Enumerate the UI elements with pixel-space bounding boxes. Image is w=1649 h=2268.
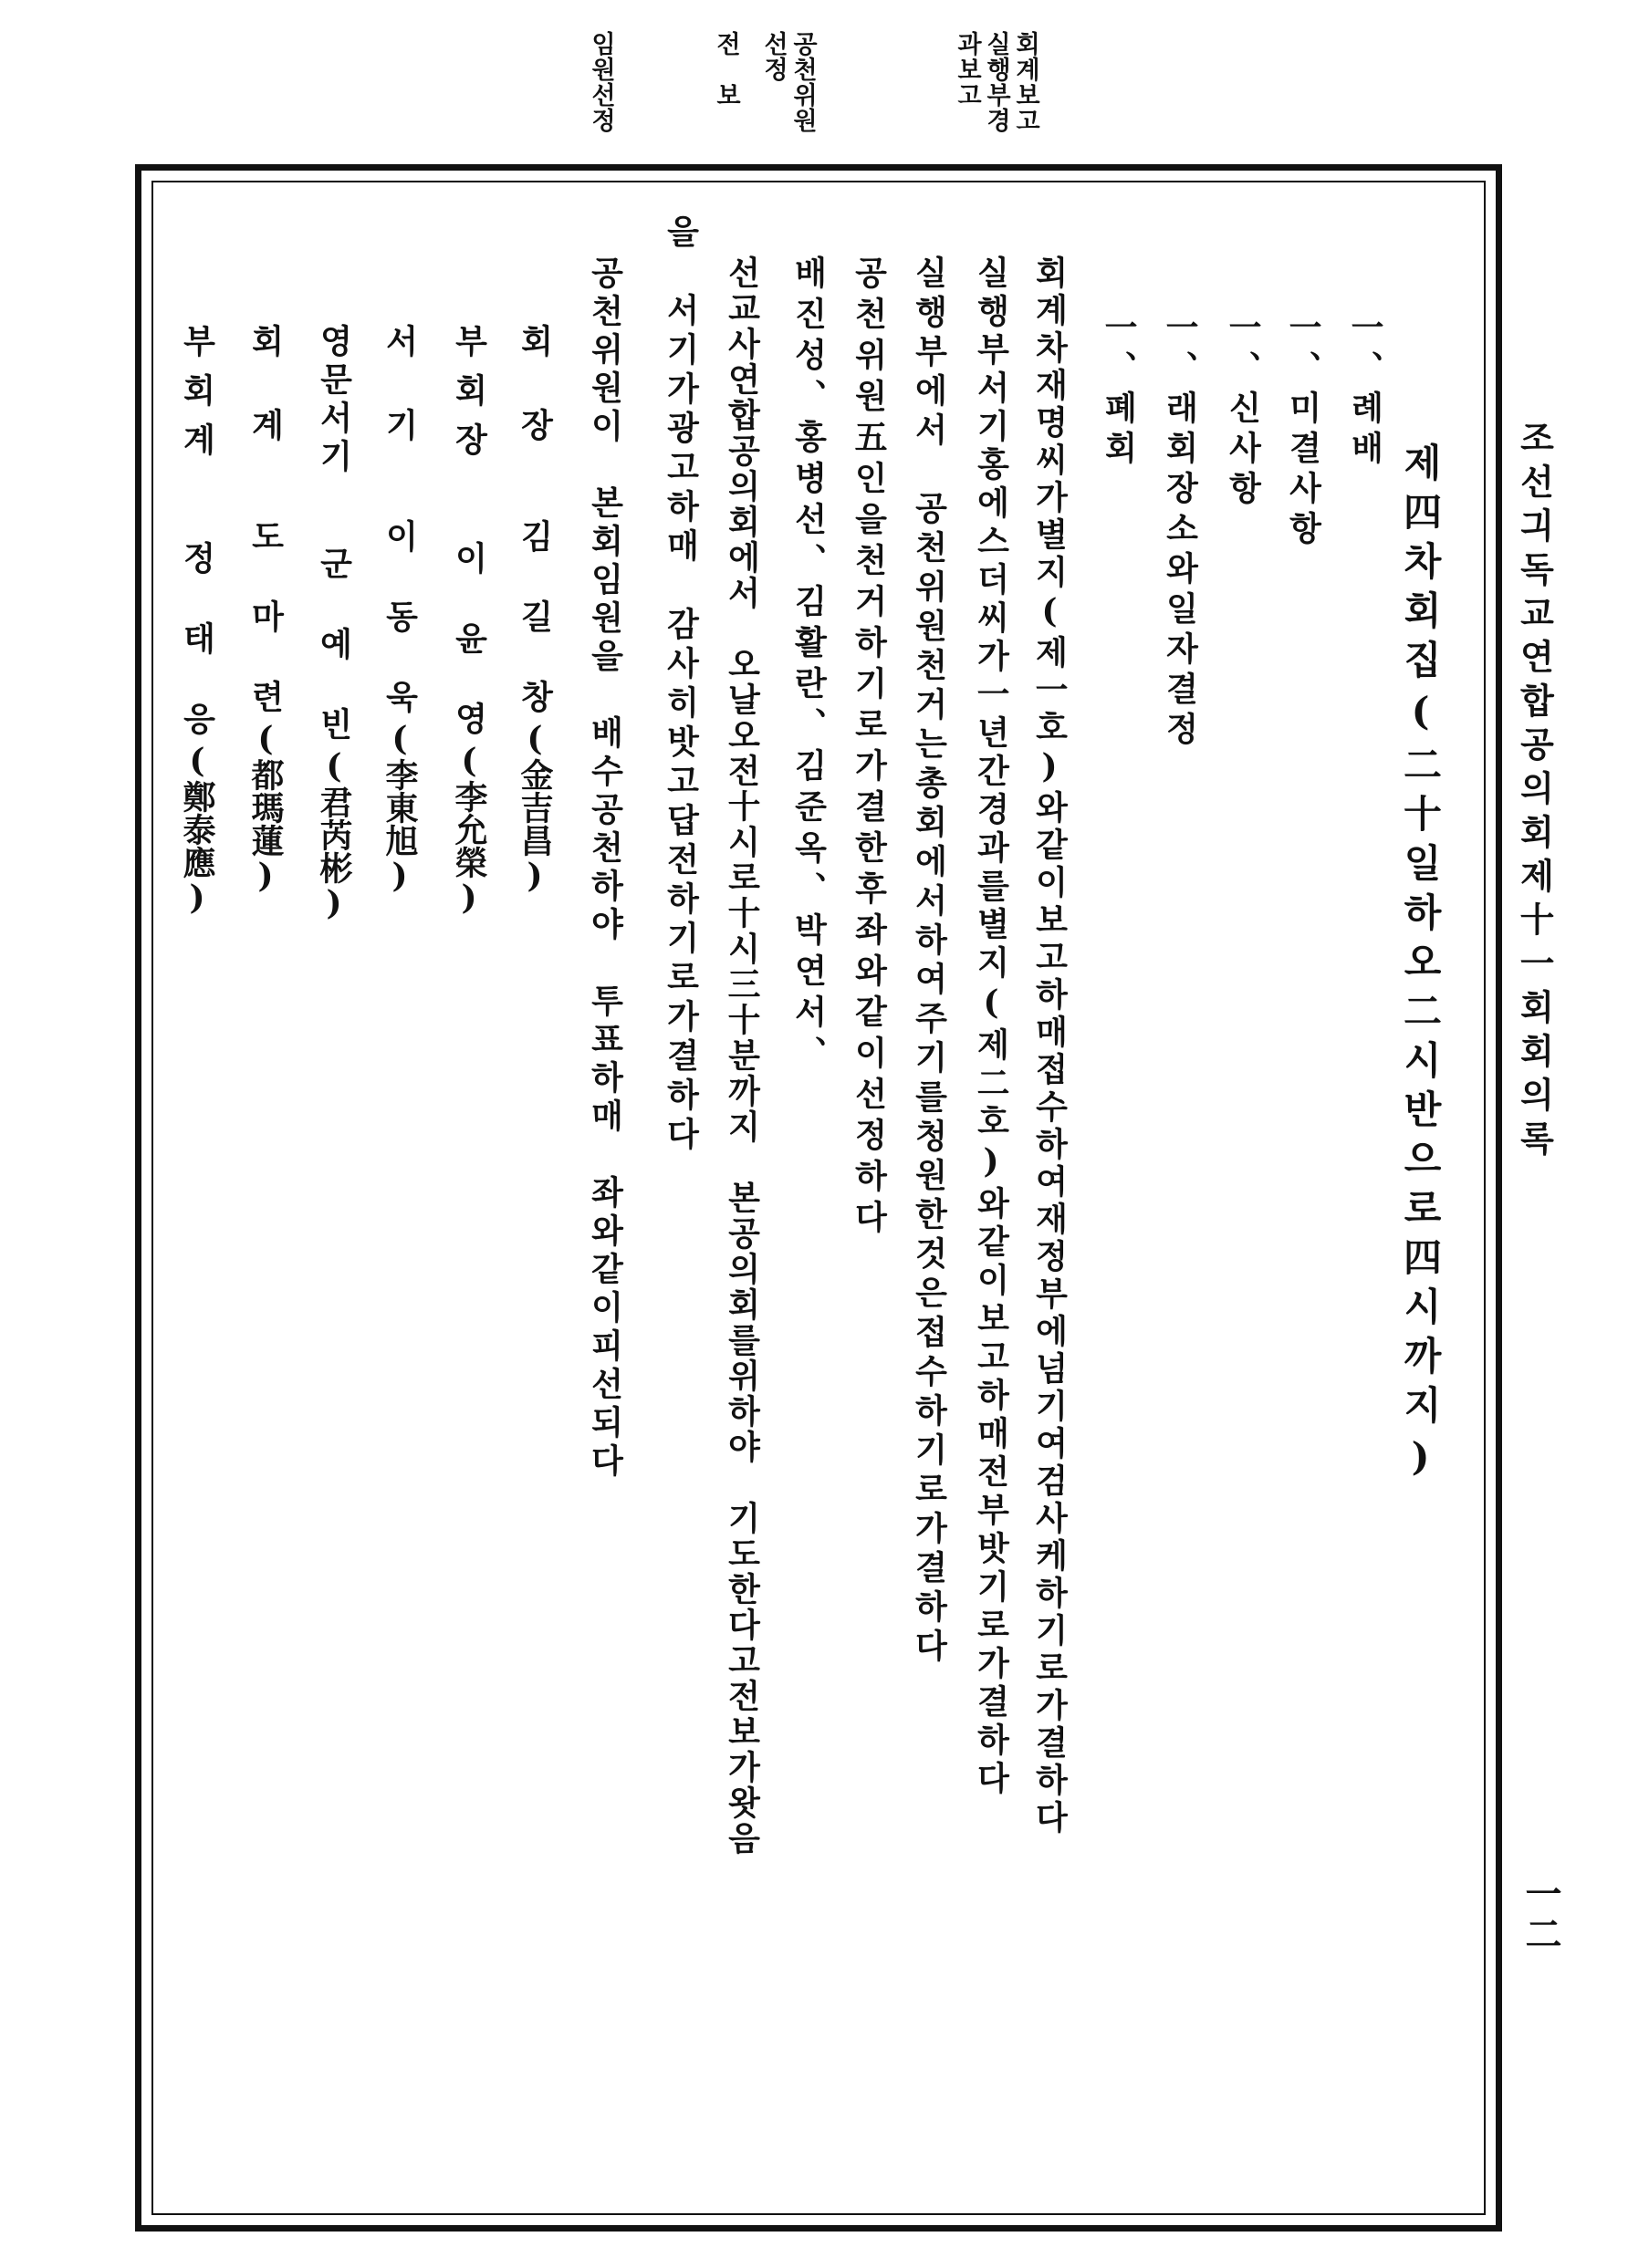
paragraph-telegram: 선교사연합공의회에서 오날오전十시로十시三十분까지 본공의회를위하야 기도한다고전보가왓음 bbox=[723, 255, 761, 1857]
officer-hanja: (君芮彬) bbox=[315, 747, 353, 922]
paragraph-treasurer-report: 회계차재명씨가별지(제一호)와같이보고하매접수하여재정부에넘기여검사케하기로가결하다 bbox=[1030, 255, 1069, 1837]
paragraph-nominees: 배진성、홍병선、김활란、김준옥、박연서、 bbox=[789, 255, 828, 1077]
margin-label-nomination-2: 선정 bbox=[759, 31, 788, 82]
officer-row bbox=[315, 324, 353, 922]
officer-hanja: (李東旭) bbox=[381, 720, 419, 895]
agenda-item-5: 一、폐회 bbox=[1100, 310, 1138, 471]
agenda-item-4: 一、래회장소와일자결정 bbox=[1161, 310, 1199, 752]
officer-row bbox=[246, 324, 285, 895]
officer-hanja: (鄭泰應) bbox=[178, 742, 216, 917]
margin-label-treasurer: 회계보고 bbox=[1011, 31, 1039, 133]
margin-label-executive-1: 실행부경 bbox=[982, 31, 1010, 133]
officer-hanja: (李允榮) bbox=[450, 742, 488, 917]
officer-hanja: (都瑪蓮) bbox=[246, 720, 285, 895]
agenda-item-1: 一、례배 bbox=[1346, 310, 1384, 471]
paragraph-telegram-cont: 을 서기가광고하매 감사히밧고답전하기로가결하다 bbox=[662, 214, 700, 1156]
officer-name: 군 예 빈 bbox=[315, 546, 353, 747]
officer-role: 영문서기 bbox=[315, 324, 353, 477]
session-title: 제四차회집(二十일하오二시반으로四시까지) bbox=[1398, 442, 1443, 1490]
officer-role: 부회장 bbox=[450, 324, 488, 472]
paragraph-nomination: 공천위원五인을천거하기로가결한후좌와같이선정하다 bbox=[850, 255, 888, 1241]
officer-role: 회 계 bbox=[246, 324, 285, 450]
margin-label-officer-election: 임원선정 bbox=[587, 31, 615, 133]
officer-role: 회 장 bbox=[516, 324, 554, 450]
officer-name: 도 마 련 bbox=[246, 519, 285, 720]
officer-name: 이 윤 영 bbox=[450, 541, 488, 742]
paragraph-election: 공천위원이 본회임원을 배수공천하야 투표하매 좌와같이피선되다 bbox=[586, 255, 624, 1482]
page-number: 一二 bbox=[1519, 1875, 1562, 1955]
officer-row bbox=[516, 324, 554, 895]
officer-name: 김 길 창 bbox=[516, 519, 554, 720]
officer-name: 이 동 욱 bbox=[381, 519, 419, 720]
officer-row bbox=[178, 324, 216, 917]
officer-role: 부회계 bbox=[178, 324, 216, 472]
margin-label-executive-2: 과보고 bbox=[953, 31, 981, 108]
agenda-item-2: 一、미결사항 bbox=[1284, 310, 1322, 551]
paragraph-executive-report: 실행부서기홍에스더씨가一년간경과를별지(제二호)와같이보고하매전부밧기로가결하다 bbox=[972, 255, 1010, 1799]
agenda-item-3: 一、신사항 bbox=[1224, 310, 1262, 511]
margin-label-nomination-1: 공천위원 bbox=[788, 31, 817, 133]
officer-row bbox=[381, 324, 419, 895]
margin-label-telegram: 전 보 bbox=[712, 31, 740, 108]
running-head: 조선긔독교연합공의회제十一회회의록 bbox=[1514, 420, 1555, 1164]
officer-row bbox=[450, 324, 488, 917]
officer-role: 서 기 bbox=[381, 324, 419, 450]
officer-hanja: (金吉昌) bbox=[516, 720, 554, 895]
paragraph-executive-petition: 실행부에서 공천위원천거는총회에서하여주기를청원한것은접수하기로가결하다 bbox=[910, 255, 948, 1668]
officer-name: 정 태 응 bbox=[178, 541, 216, 742]
